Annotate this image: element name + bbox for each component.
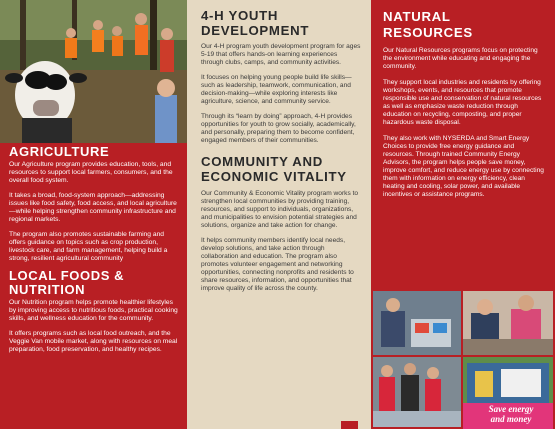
- youth-paragraph-1: Our 4-H program youth development program for ages 5-19 that offers hands-on learning experiences through clubs, camps, and community activities.: [201, 43, 361, 66]
- natural-title-line1: NATURAL: [383, 9, 451, 24]
- youth-paragraph-2: It focuses on helping young people build life skills—such as leadership, teamwork, communication, and decision-making—while exploring interests like agriculture, science, and community service.: [201, 74, 352, 105]
- community-paragraph-2: It helps community members identify local needs, develop solutions, and take action through collaboration and education. The program also promotes volunteer engagement and networking opportunities, connecting nonprofits and residents to share resources, information, and opportunities that improve quality of life across the county.: [201, 237, 354, 292]
- agriculture-paragraph-2: It takes a broad, food-system approach—addressing issues like food safety, food access, and local agriculture—while helping strengthen community infrastructure and regional markets.: [9, 192, 177, 223]
- natural-paragraph-3: They also work with NYSERDA and Smart Energy Choices to provide free energy guidance and resources. Through trained Community Energy Advisors, the program helps people save money, improve comfort, and reduce energy use by connecting them with information on energy efficiency, clean heating and cooling, solar power, and available incentives or assistance programs.: [383, 135, 544, 198]
- youth-title-line2: DEVELOPMENT: [201, 23, 310, 38]
- photo-volunteers-and-cow: [0, 0, 187, 143]
- energy-banner-line1: Save energy: [488, 404, 534, 414]
- middle-column: [187, 0, 371, 429]
- energy-banner: [469, 404, 553, 424]
- natural-paragraph-2: They support local industries and residents by offering workshops, events, and resources that promote responsible use and conservation of natural resources as well as emphasize waste reduction through education on recycling, composting, and proper hazardous waste disposal.: [383, 79, 542, 126]
- middle-text-block: [201, 8, 361, 293]
- agriculture-paragraph-3: The program also promotes sustainable farming and offers guidance on topics such as crop production, livestock care, and farm management, helping build a strong, resilient agricultural community: [9, 231, 168, 262]
- local-foods-title-line1: LOCAL FOODS &: [9, 268, 125, 283]
- community-paragraph-1: Our Community & Economic Vitality program works to strengthen local communities by providing training, resources, and support to individuals, organizations, and municipalities to envision potential strategies and solutions, organize and take action for change.: [201, 190, 359, 229]
- left-column: [0, 0, 187, 429]
- agriculture-title: AGRICULTURE: [9, 144, 110, 159]
- left-text-block: [9, 145, 181, 354]
- local-foods-paragraph-2: It offers programs such as local food outreach, and the Veggie Van mobile market, along with resources on meal preparation, food preservation, and healthy recipes.: [9, 330, 178, 353]
- right-text-block: [383, 9, 545, 199]
- local-foods-paragraph-1: Our Nutrition program helps promote healthier lifestyles by improving access to nutritious foods, practical cooking skills, and wellness education for the community.: [9, 299, 178, 322]
- youth-paragraph-3: Through its “learn by doing” approach, 4-H provides opportunities for youth to grow socially, academically, and personally, preparing them to become confident, engaged members of their communities.: [201, 113, 356, 144]
- local-foods-title-line2: NUTRITION: [9, 282, 86, 297]
- natural-paragraph-1: Our Natural Resources programs focus on protecting the environment while educating and engaging the community.: [383, 47, 538, 70]
- community-title-line1: COMMUNITY AND: [201, 154, 323, 169]
- community-title-line2: ECONOMIC VITALITY: [201, 169, 347, 184]
- photo-energy-event-collage: [371, 289, 555, 429]
- natural-title-line2: RESOURCES: [383, 25, 473, 40]
- right-column: [371, 0, 555, 429]
- agriculture-paragraph-1: Our Agriculture program provides education, tools, and resources to support local farmers, consumers, and the overall food system.: [9, 161, 173, 184]
- youth-title-line1: 4-H YOUTH: [201, 8, 279, 23]
- energy-banner-line2: and money: [490, 414, 532, 424]
- bottom-tab-marker: [341, 421, 358, 429]
